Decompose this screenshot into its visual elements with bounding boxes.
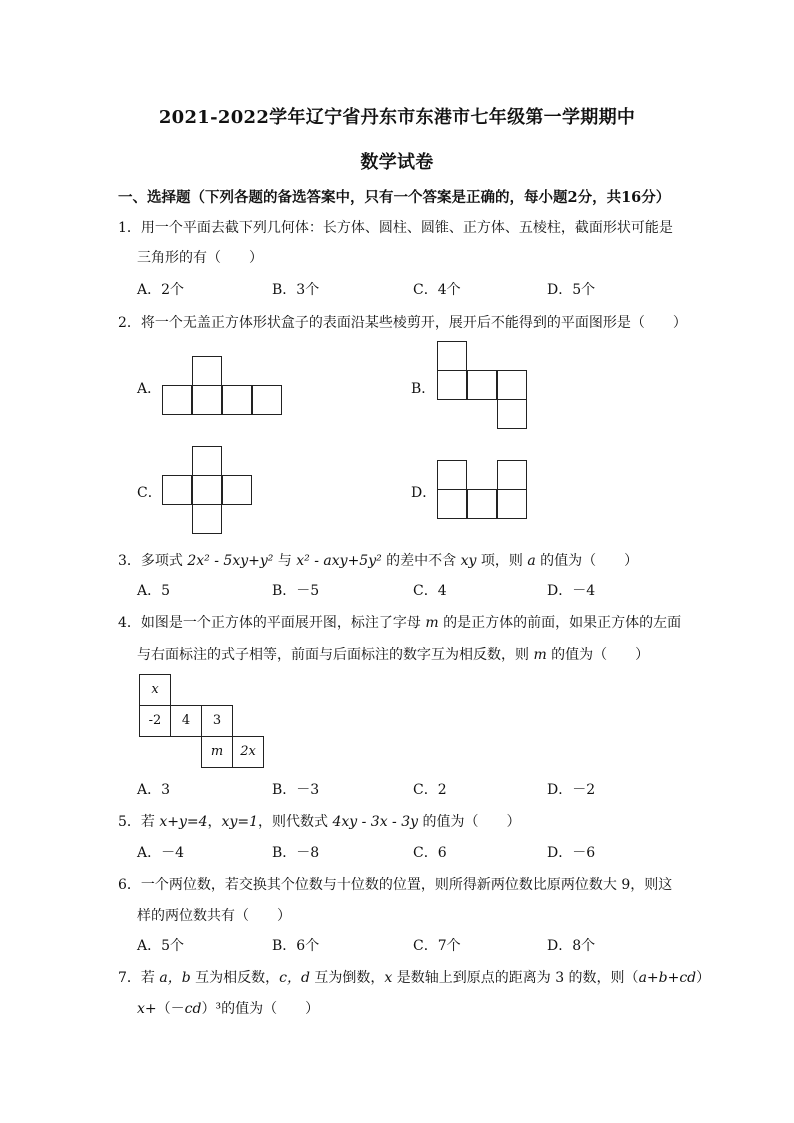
q4-option-a: A．3 (137, 782, 171, 798)
q3-option-b: B．－5 (272, 583, 320, 599)
q1-option-d: D．5个 (547, 282, 596, 298)
q4-line2-part-b: 的值为（ ） (546, 647, 650, 663)
q4-line1-variable: m (425, 615, 439, 631)
q7-var-x: x (384, 970, 393, 986)
net-cell (201, 705, 233, 737)
q4-option-b: B．－3 (272, 782, 320, 798)
q1-text-line1: 1．用一个平面去截下列几何体：长方体、圆柱、圆锥、正方体、五棱柱，截面形状可能是 (118, 220, 673, 236)
q5-option-a: A．－4 (137, 845, 185, 861)
q1-option-c: C．4个 (413, 282, 461, 298)
q2-label-b: B． (411, 381, 436, 397)
q2-label-c: C． (137, 485, 162, 501)
q5-option-b: B．－8 (272, 845, 320, 861)
net-b-square (437, 341, 467, 371)
exam-title-line1: 2021-2022学年辽宁省丹东市东港市七年级第一学期期中 (158, 107, 636, 128)
q7-part-a: 7．若 (118, 970, 160, 986)
q5-separator: ， (207, 814, 222, 830)
q4-line1-part-a: 4．如图是一个正方体的平面展开图，标注了字母 (118, 615, 426, 631)
q3-option-d: D．－4 (547, 583, 596, 599)
net-d-square (437, 460, 467, 490)
q3-polynomial-2: x² - axy+5y² (296, 553, 382, 569)
q7-part-b: 互为相反数， (190, 970, 280, 986)
q4-line2-variable: m (533, 647, 547, 663)
q7-part-e: ） (696, 970, 711, 986)
q4-text-line1 (118, 612, 681, 632)
net-c-square (192, 446, 222, 476)
q3-option-a: A．5 (137, 583, 171, 599)
net-c-square (192, 475, 222, 505)
net-cell-label: m (210, 744, 224, 759)
q7-text-line2 (137, 998, 319, 1018)
net-a-square (192, 356, 222, 386)
q7-vars-cd: c，d (279, 970, 310, 986)
q5-connector: ，则代数式 (258, 814, 333, 830)
net-a-square (192, 385, 222, 415)
q6-option-a: A．5个 (137, 938, 185, 954)
net-a-square (252, 385, 282, 415)
q5-option-d: D．－6 (547, 845, 596, 861)
q7-sum-expr: a+b+cd (638, 970, 697, 986)
net-cell-label: 4 (181, 713, 191, 728)
q7-line2-part-b: ）³的值为（ ） (201, 1001, 320, 1017)
q7-line2-cd: cd (184, 1001, 202, 1017)
exam-title-line2: 数学试卷 (360, 152, 434, 173)
net-cell-label: x (151, 682, 159, 697)
q7-line2-part-a: +（－ (144, 1001, 185, 1017)
net-d-square (497, 460, 527, 490)
net-d-square (497, 489, 527, 519)
net-cell-label: 2x (240, 744, 256, 759)
net-a-square (162, 385, 192, 415)
net-cell-label: 3 (212, 713, 222, 728)
q6-option-c: C．7个 (413, 938, 461, 954)
q7-line2-var-x: x (137, 1001, 145, 1017)
net-cell (201, 736, 233, 768)
net-cell-label: -2 (148, 713, 162, 728)
q2-label-a: A． (137, 381, 162, 397)
q3-suffix-3: 的值为（ ） (535, 553, 639, 569)
q3-variable: a (527, 553, 536, 569)
net-b-square (497, 370, 527, 400)
q6-text-line2: 样的两位数共有（ ） (137, 908, 291, 924)
q4-option-d: D．－2 (547, 782, 596, 798)
q4-line2-part-a: 与右面标注的式子相等，前面与后面标注的数字互为相反数，则 (137, 647, 534, 663)
q2-text: 2．将一个无盖正方体形状盒子的表面沿某些棱剪开，展开后不能得到的平面图形是（ ） (118, 315, 687, 331)
q5-option-c: C．6 (413, 845, 447, 861)
q2-label-d: D． (411, 485, 437, 501)
q7-part-c: 互为倒数， (309, 970, 385, 986)
q1-option-a: A．2个 (137, 282, 185, 298)
q5-text (118, 811, 521, 831)
q3-term: xy (460, 553, 477, 569)
net-cell (232, 736, 264, 768)
q7-part-d: 是数轴上到原点的距离为 3 的数，则（ (392, 970, 639, 986)
q1-text-line2: 三角形的有（ ） (137, 250, 263, 266)
net-b-square (437, 370, 467, 400)
q3-polynomial-1: 2x² - 5xy+y² (187, 553, 274, 569)
q3-prefix: 3．多项式 (118, 553, 188, 569)
q5-prefix: 5．若 (118, 814, 160, 830)
net-c-square (222, 475, 252, 505)
q5-condition-1: x+y=4 (159, 814, 208, 830)
net-b-square (467, 370, 497, 400)
section-heading: 一、选择题（下列各题的备选答案中，只有一个答案是正确的，每小题2分，共16分） (118, 189, 671, 206)
net-cell (139, 674, 171, 706)
net-c-square (192, 504, 222, 534)
net-cell (170, 705, 202, 737)
q5-condition-2: xy=1 (221, 814, 258, 830)
q3-text (118, 550, 638, 570)
q3-option-c: C．4 (413, 583, 447, 599)
q1-option-b: B．3个 (272, 282, 320, 298)
net-b-square (497, 399, 527, 429)
q3-suffix-1: 的差中不含 (381, 553, 461, 569)
net-cell (139, 705, 171, 737)
q3-connector: 与 (273, 553, 297, 569)
q3-suffix-2: 项，则 (476, 553, 528, 569)
q6-option-d: D．8个 (547, 938, 596, 954)
q6-option-b: B．6个 (272, 938, 320, 954)
q6-text-line1: 6．一个两位数，若交换其个位数与十位数的位置，则所得新两位数比原两位数大 9，则这 (118, 877, 673, 893)
q4-text-line2 (137, 644, 649, 664)
q5-expression: 4xy - 3x - 3y (332, 814, 419, 830)
q7-text-line1 (118, 967, 710, 987)
q7-vars-ab: a，b (159, 970, 191, 986)
net-c-square (162, 475, 192, 505)
net-d-square (437, 489, 467, 519)
net-d-square (467, 489, 497, 519)
q5-suffix: 的值为（ ） (418, 814, 521, 830)
q4-option-c: C．2 (413, 782, 447, 798)
net-a-square (222, 385, 252, 415)
q4-line1-part-b: 的是正方体的前面，如果正方体的左面 (438, 615, 682, 631)
